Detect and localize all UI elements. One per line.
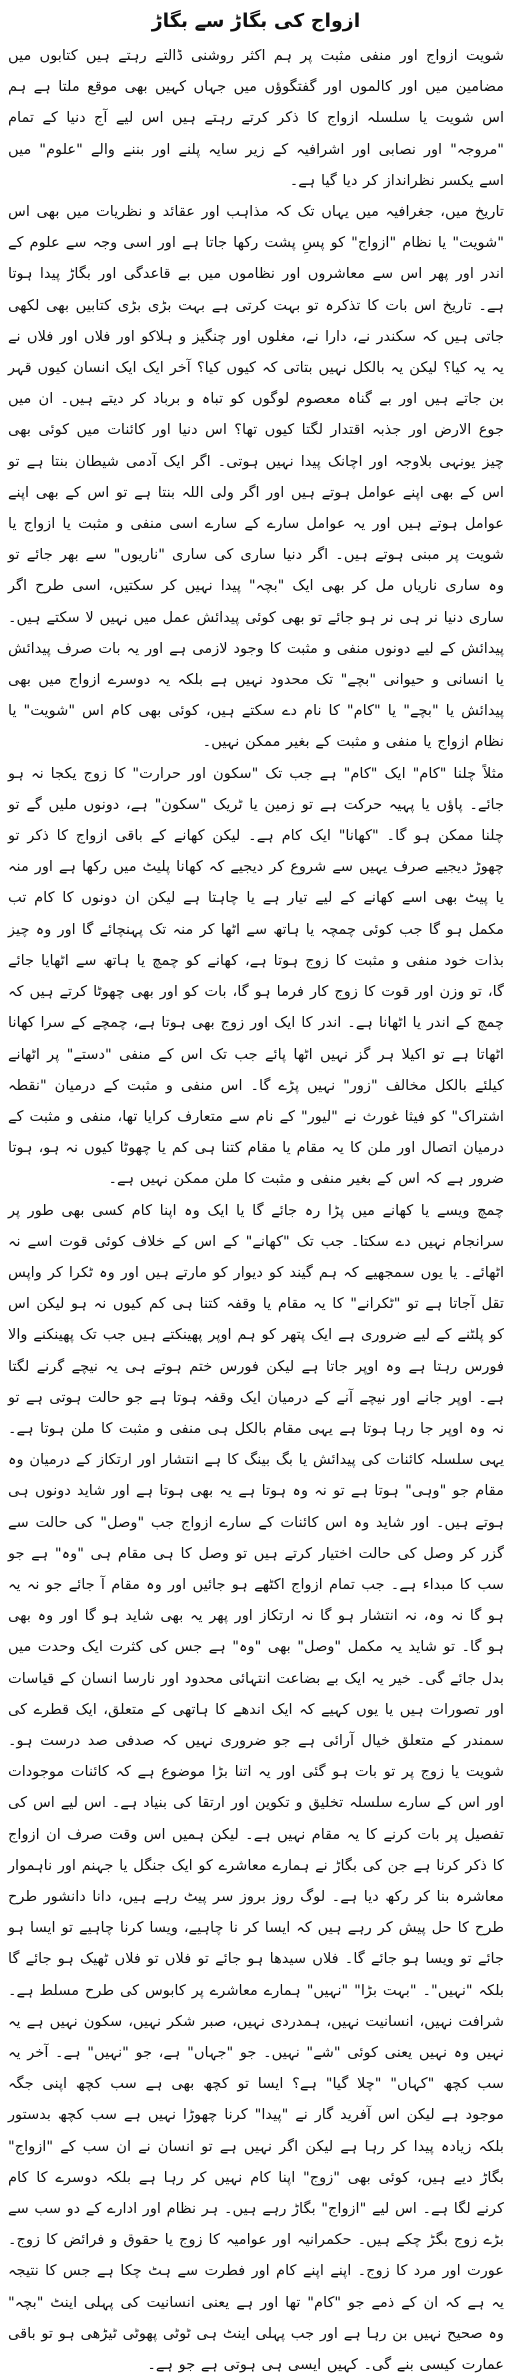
paragraph-2: تاریخ میں، جغرافیہ میں یہاں تک کہ مذاہب اور عقائد و نظریات میں بھی اس "شویت" یا نظام "ازواج" کو پسِ پشت رکھا جاتا ہے اور اسی وجہ سے علوم کے اندر اور پھر اس سے معاشروں اور نظاموں میں بے قاعدگی اور بگاڑ پیدا ہوتا ہے۔ تاریخ اس بات کا تذکرہ تو بہت کرتی ہے بہت بڑی بڑی کتابیں بھی لکھی جاتی ہیں کہ سکندر نے، دارا نے، مغلوں اور چنگیز و ہلاکو اور فلاں اور فلاں نے یہ یہ کیا؟ لیکن یہ بالکل نہیں بتاتی کہ کیوں کیا؟ آخر ایک ایک انسان کیوں قہر بن جاتے ہیں اور بے گناہ معصوم لوگوں کو تباہ و برباد کر دیتے ہیں۔ ان میں جوع الارض اور جذبہ اقتدار لگتا کیوں تھا؟ اس دنیا اور کائنات میں کوئی بھی چیز یونہی بلاوجہ اور اچانک پیدا نہیں ہوتی۔ اگر ایک آدمی شیطان بنتا ہے تو اس کے بھی اپنے عوامل ہوتے ہیں اور اگر ولی اللہ بنتا ہے تو اس کے بھی اپنے عوامل ہوتے ہیں اور یہ عوامل سارے کے سارے اسی منفی و مثبت یا ازواج یا شویت پر مبنی ہوتے ہیں۔ اگر دنیا ساری کی ساری "ناریوں" سے بھر جائے تو وہ ساری ناریاں مل کر بھی ایک "بچہ" پیدا نہیں کر سکتیں، اسی طرح اگر ساری دنیا نر ہی نر ہو جائے تو بھی کوئی پیدائش عمل میں نہیں لا سکتے ہیں۔ پیدائش کے لیے دونوں منفی و مثبت کا وجود لازمی ہے اور یہ بات صرف پیدائش یا انسانی و حیوانی "بچے" تک محدود نہیں ہے بلکہ یہ دوسرے ازواج میں بھی پیدائش یا "بچے" یا "کام" کا نام دے سکتے ہیں، کوئی بھی کام اس "شویت" یا نظام ازواج یا منفی و مثبت کے بغیر ممکن نہیں۔ xyxy=(8,203,504,751)
paragraph-4: چمچ ویسے یا کھانے میں پڑا رہ جائے گا یا ایک وہ اپنا کام کسی بھی طور پر سرانجام نہیں دے سکتا۔ جب تک "کھانے" کے اس کے خلاف کوئی قوت اسے نہ اٹھائے۔ یا یوں سمجھیے کہ ہم گیند کو دیوار کو مارتے ہیں اور وہ ٹکرا کر واپس تقل آجاتا ہے تو "ٹکرانے" کا یہ مقام یا وقفہ کتنا ہی کم کیوں نہ ہو لیکن اس کو پلٹنے کے لیے ضروری ہے ایک پتھر کو ہم اوپر پھینکتے ہیں جب تک پھینکنے والا فورس رہتا ہے وہ اوپر جاتا ہے لیکن فورس ختم ہوتے ہی یہ نیچے گرنے لگتا ہے۔ اوپر جانے اور نیچے آنے کے درمیان ایک وقفہ ہوتا ہے جو حالت ہوتی ہے تو نہ وہ اوپر جا رہا ہوتا ہے یہی مقام بالکل ہی منفی و مثبت کا ملن ہوتا ہے۔ یہی سلسلہ کائنات کی پیدائش یا بگ بینگ کا ہے انتشار اور ارتکاز کے درمیان وہ مقام جو "وہی" ہوتا ہے تو نہ وہ ہوتا ہے یہ بھی ہوتا ہے اور شاید دونوں ہی ہوتے ہیں۔ اور شاید وہ اس کائنات کے سارے ازواج جب "وصل" کی حالت سے گزر کر وصل کی حالت اختیار کرتے ہیں تو وصل کا ہی مقام ہی "وہ" ہے جو سب کا مبداء ہے۔ جب تمام ازواج اکٹھے ہو جائیں اور وہ مقام آ جائے جو نہ یہ ہو گا نہ وہ، نہ انتشار ہو گا نہ ارتکاز اور پھر یہ بھی شاید ہو گا اور وہ بھی ہو گا۔ تو شاید یہ مکمل "وصل" بھی "وہ" ہے جس کی کثرت ایک وحدت میں بدل جائے گی۔ خیر یہ ایک بے بضاعت انتہائی محدود اور نارسا انسان کے قیاسات اور تصورات ہیں یا یوں کہیے کہ ایک اندھے کا ہاتھی کے متعلق، ایک قطرے کی سمندر کے متعلق خیال آرائی ہے جو ضروری نہیں کہ صدفی صد درست ہو۔ شویت یا زوج پر تو بات ہو گئی اور یہ اتنا بڑا موضوع ہے کہ کائنات موجودات اور اس کے سارے سلسلہ تخلیق و تکوین اور ارتقا کی بنیاد ہے۔ اس لیے اس کی تفصیل پر بات کرنے کا یہ مقام نہیں ہے۔ لیکن ہمیں اس وقت صرف ان ازواج کا ذکر کرنا ہے جن کی بگاڑ نے ہمارے معاشرے کو ایک جنگل یا جہنم اور ناہموار معاشرہ بنا کر رکھ دیا ہے۔ لوگ روز بروز سر پیٹ رہے ہیں، دانا دانشور طرح طرح کا حل پیش کر رہے ہیں کہ ایسا کر نا چاہیے، ویسا کرنا چاہیے تو ایسا ہو جائے تو ویسا ہو جائے گا۔ فلاں سیدھا ہو جائے تو فلاں تو فلاں ٹھیک ہو جائے گا بلکہ "نہیں"۔ "بہت بڑا" "نہیں" ہمارے معاشرے پر کابوس کی طرح مسلط ہے۔ شرافت نہیں، انسانیت نہیں، ہمدردی نہیں، صبر شکر نہیں، سکون نہیں ہے یہ نہیں وہ نہیں یعنی کوئی "شے" نہیں۔ جو "جہاں" ہے، جو "نہیں" ہے۔ آخر یہ سب کچھ "کہاں" "چلا گیا" ہے؟ ایسا تو کچھ بھی ہے سب کچھ اپنی جگہ موجود ہے لیکن اس آفرید گار نے "پیدا" کرنا چھوڑا نہیں ہے سب کچھ بدستور بلکہ زیادہ پیدا کر رہا ہے لیکن اگر نہیں ہے تو انسان نے ان سب کے "ازواج" بگاڑ دیے ہیں، کوئی بھی "زوج" اپنا کام نہیں کر رہا ہے بلکہ دوسرے کا کام کرنے لگا ہے۔ اس لیے "ازواج" بگاڑ رہے ہیں۔ ہر نظام اور ادارے کے دو سب سے بڑے زوج بگڑ چکے ہیں۔ حکمرانیہ اور عوامیہ کا زوج یا حقوق و فرائض کا زوج۔ عورت اور مرد کا زوج۔ اپنے اپنے کام اور فطرت سے ہٹ چکا ہے جس کا نتیجہ یہ ہے کہ ان کے ذمے جو "کام" تھا اور ہے یعنی انسانیت کی پہلی اینٹ "بچہ" وہ صحیح نہیں بن رہا ہے اور جب پہلی اینٹ ہی ٹوٹی پھوٹی ٹیڑھی ہو تو باقی عمارت کیسی بنے گی۔ کہیں ایسی ہی ہوتی ہے جو ہے۔ xyxy=(8,1201,504,2374)
paragraph-1: شویت ازواج اور منفی مثبت پر ہم اکثر روشنی ڈالتے رہتے ہیں کتابوں میں مضامین میں اور کالموں اور گفتگوؤں میں جہاں کہیں بھی موقع ملتا ہے ہم اس شویت یا سلسلہ ازواج کا ذکر کرتے رہتے ہیں اس لیے آج دنیا کے تمام "مروجہ" اور نصابی اور اشرافیہ کے زیر سایہ پلنے اور بننے والے "علوم" میں اسے یکسر نظرانداز کر دیا گیا ہے۔ xyxy=(8,47,504,189)
article-body xyxy=(8,40,504,2380)
paragraph-3: مثلاً چلنا "کام" ایک "کام" ہے جب تک "سکون اور حرارت" کا زوج یکجا نہ ہو جائے۔ پاؤں یا پہیہ حرکت ہے تو زمین یا ٹریک "سکون" ہے، دونوں ملیں گے تو چلنا ممکن ہو گا۔ "کھانا" ایک کام ہے۔ لیکن کھانے کے باقی ازواج کا ذکر تو چھوڑ دیجیے صرف یہیں سے شروع کر دیجیے کہ کھانا پلیٹ میں رکھا ہے اور منہ یا پیٹ بھی اسے کھانے کے لیے تیار ہے یا چاہتا ہے لیکن ان دونوں کا کام تب مکمل ہو گا جب کوئی چمچہ یا ہاتھ سے اٹھا کر منہ تک پہنچائے گا اور وہ چیز بذات خود منفی و مثبت کا زوج ہوتا ہے، کھانے کو چمچ یا ہاتھ سے اٹھایا جائے گا، تو وزن اور قوت کا زوج کار فرما ہو گا، بات کو اور بھی چھوٹا کرتے ہیں کہ چمچ کے اندر یا اٹھانا ہے۔ اندر کا ایک اور زوج بھی ہوتا ہے، چمچے کے سرا کھانا اٹھاتا ہے تو اکیلا ہر گز نہیں اٹھا پائے جب تک اس کے منفی "دستے" پر اٹھانے کیلئے بالکل مخالف "زور" نہیں پڑے گا۔ اس منفی و مثبت کے درمیان "نقطہ اشتراک" کو فیثا غورث نے "لیور" کے نام سے متعارف کرایا تھا، منفی و مثبت کے درمیان اتصال اور ملن کا یہ مقام یا مقام کتنا ہی کم یا چھوٹا کیوں نہ ہو، ہوتا ضرور ہے کہ اس کے بغیر منفی و مثبت کا ملن ممکن نہیں ہے۔ xyxy=(8,764,504,1188)
article-title: ازواج کی بگاڑ سے بگاڑ xyxy=(151,10,361,32)
